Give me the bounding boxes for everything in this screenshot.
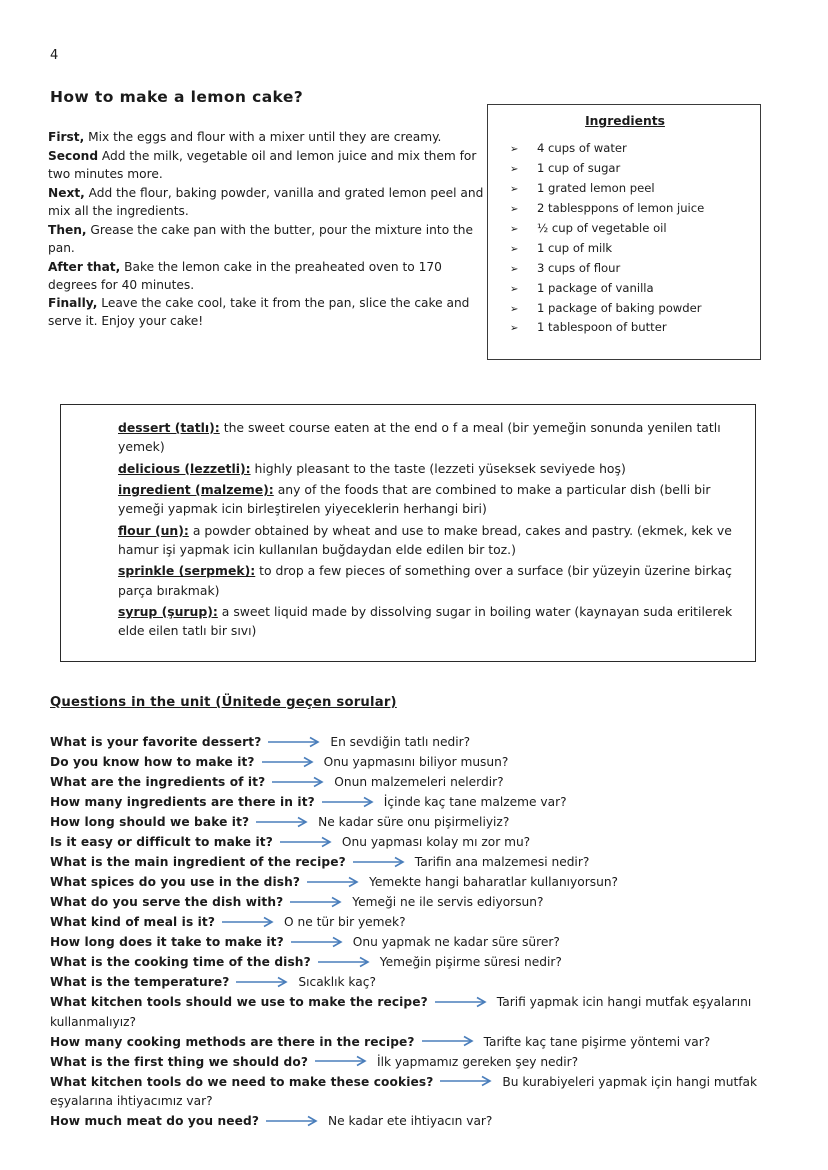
question-turkish: Onu yapmak ne kadar süre sürer? [352,935,560,950]
question-turkish: Ne kadar ete ihtiyacın var? [328,1114,493,1129]
right-arrow-icon [314,1055,372,1067]
question-turkish: Tarifi yapmak icin hangi mutfak eşyalarını kullanmalıyız? [50,995,752,1029]
arrow-bullet-icon: ➢ [510,144,519,155]
instruction-step: Then, Grease the cake pan with the butter, pour the mixture into the pan. [48,222,474,255]
ingredient-text: 2 tablesppons of lemon juice [537,200,705,215]
question-row [50,1073,780,1112]
ingredient-item [500,239,750,259]
arrow-bullet-icon: ➢ [510,183,519,195]
question-english: How many ingredients are there in it? [50,795,315,810]
arrow-bullet-icon: ➢ [510,323,519,335]
vocabulary-term: syrup (şurup): [118,604,218,620]
question-english: How long should we bake it? [50,815,250,830]
question-row [50,733,780,753]
question-row [50,973,780,993]
ingredient-item [500,139,750,159]
ingredient-text: 1 cup of sugar [537,160,621,175]
right-arrow-icon [434,996,492,1008]
right-arrow-icon [261,756,319,768]
question-row [50,773,780,793]
right-arrow-icon [271,776,329,788]
right-arrow-icon [289,896,347,908]
ingredient-item [500,279,750,299]
vocabulary-term: dessert (tatlı): [118,420,220,435]
ingredients-box [487,104,761,360]
vocabulary-entry [118,418,739,457]
question-row [50,853,780,873]
question-turkish: Sıcaklık kaç? [298,975,376,990]
page-title: How to make a lemon cake? [50,88,304,106]
arrow-bullet-icon: ➢ [510,203,519,215]
right-arrow-icon [421,1035,479,1047]
vocabulary-definition: a sweet liquid made by dissolving sugar in boiling water (kaynayan suda eritilerek elde eilen tatlı bir sıvı) [118,604,733,639]
question-english: What is the cooking time of the dish? [50,955,311,970]
question-english: What do you serve the dish with? [50,895,284,910]
right-arrow-icon [267,736,325,748]
question-row [50,833,780,853]
page-number: 4 [50,48,59,63]
arrow-bullet-icon: ➢ [510,243,519,255]
question-row [50,1053,780,1073]
arrow-bullet-icon: ➢ [510,223,519,235]
question-turkish: Bu kurabiyeleri yapmak için hangi mutfak eşyalarına ihtiyacımız var? [50,1074,758,1109]
question-turkish: O ne tür bir yemek? [284,915,406,930]
vocabulary-term: sprinkle (serpmek): [118,563,256,579]
vocabulary-definition: the sweet course eaten at the end o f a meal (bir yemeğin sonunda yenilen tatlı yemek) [118,420,721,455]
vocabulary-box [60,404,756,662]
right-arrow-icon [321,796,379,808]
question-english: What is the first thing we should do? [50,1054,308,1069]
question-row [50,893,780,913]
right-arrow-icon [255,816,313,828]
right-arrow-icon [221,916,279,928]
ingredient-text: 1 grated lemon peel [537,180,655,195]
question-english: Do you know how to make it? [50,755,255,770]
arrow-bullet-icon: ➢ [510,303,519,315]
question-row [50,1112,780,1132]
vocabulary-definition: a powder obtained by wheat and use to make bread, cakes and pastry. (ekmek, kek ve hamur işi yapmak icin kullanılan buğdaydan elde edilen bir toz.) [118,522,732,558]
question-row [50,873,780,893]
question-english: What kitchen tools should we use to make the recipe? [50,995,428,1010]
question-turkish: Yemekte hangi baharatlar kullanıyorsun? [369,875,619,890]
ingredient-text: 1 package of vanilla [537,280,654,295]
ingredient-item [500,219,750,239]
question-turkish: İçinde kaç tane malzeme var? [383,795,567,810]
question-turkish: Yemeği ne ile servis ediyorsun? [352,895,544,910]
vocabulary-term: flour (un): [118,522,189,538]
arrow-bullet-icon: ➢ [510,163,519,175]
instruction-step: Second Add the milk, vegetable oil and lemon juice and mix them for two minutes more. [48,148,477,181]
right-arrow-icon [235,976,293,988]
ingredient-item [500,318,750,338]
question-turkish: Onun malzemeleri nelerdir? [334,775,504,790]
ingredient-text: 3 cups of flour [537,260,621,275]
question-row [50,813,780,833]
question-english: What is the temperature? [50,975,230,990]
vocabulary-entry [118,521,739,560]
question-turkish: Yemeğin pişirme süresi nedir? [379,955,562,970]
right-arrow-icon [306,876,364,888]
instruction-step: After that, Bake the lemon cake in the preaheated oven to 170 degrees for 40 minutes. [48,259,442,292]
recipe-instructions [48,129,485,332]
question-turkish: İlk yapmamız gereken şey nedir? [377,1054,579,1069]
question-row [50,993,780,1032]
ingredient-item [500,259,750,279]
right-arrow-icon [439,1075,497,1087]
question-english: What spices do you use in the dish? [50,875,301,890]
question-row [50,1033,780,1053]
vocabulary-entry [118,459,739,478]
question-english: How many cooking methods are there in the recipe? [50,1034,415,1049]
vocabulary-entry [118,561,739,600]
arrow-bullet-icon: ➢ [510,263,519,275]
right-arrow-icon [290,936,348,948]
question-turkish: Onu yapmasını biliyor musun? [323,755,509,770]
vocabulary-entry [118,602,739,641]
question-turkish: Tarifin ana malzemesi nedir? [414,855,590,870]
vocabulary-definition: highly pleasant to the taste (lezzeti yüseksek seviyede hoş) [250,460,626,476]
question-english: How long does it take to make it? [50,935,284,950]
right-arrow-icon [279,836,337,848]
vocabulary-definition: to drop a few pieces of something over a surface (bir yüzeyin üzerine birkaç parça bırakmak) [118,563,732,598]
question-english: Is it easy or difficult to make it? [50,835,273,850]
ingredients-list [500,139,750,338]
question-turkish: En sevdiğin tatlı nedir? [330,735,471,749]
question-english: What kitchen tools do we need to make these cookies? [50,1074,434,1089]
question-row [50,933,780,953]
question-row [50,753,780,773]
question-english: What kind of meal is it? [50,915,216,930]
question-english: What is the main ingredient of the recipe? [50,855,346,870]
ingredient-item [500,199,750,219]
vocabulary-definition: any of the foods that are combined to make a particular dish (belli bir yemeği yapmak icin birleştirelen yiyeceklerin herhangi biri) [118,482,711,517]
question-row [50,793,780,813]
ingredient-text: 1 tablespoon of butter [537,320,667,335]
question-turkish: Onu yapması kolay mı zor mu? [341,835,531,850]
questions-header: Questions in the unit (Ünitede geçen sorular) [50,695,397,710]
instruction-step: Finally, Leave the cake cool, take it from the pan, slice the cake and serve it. Enjoy your cake! [48,296,470,329]
instruction-step: Next, Add the flour, baking powder, vanilla and grated lemon peel and mix all the ingredients. [48,185,484,218]
vocabulary-entry [118,480,739,519]
vocabulary-term: ingredient (malzeme): [118,482,274,498]
arrow-bullet-icon: ➢ [510,283,519,295]
ingredient-text: 4 cups of water [537,141,627,155]
vocabulary-term: delicious (lezzetli): [118,460,251,476]
question-turkish: Ne kadar süre onu pişirmeliyiz? [318,815,510,830]
ingredient-item [500,299,750,319]
ingredient-text: 1 cup of milk [537,240,613,255]
instruction-step: First, Mix the eggs and flour with a mixer until they are creamy. [48,130,442,144]
question-turkish: Tarifte kaç tane pişirme yöntemi var? [483,1034,711,1049]
question-english: How much meat do you need? [50,1114,260,1129]
ingredient-text: 1 package of baking powder [537,300,702,315]
ingredient-item [500,159,750,179]
ingredient-text: ½ cup of vegetable oil [537,220,667,235]
question-row [50,953,780,973]
question-english: What are the ingredients of it? [50,775,266,790]
ingredient-item [500,179,750,199]
questions-list [50,733,780,1132]
right-arrow-icon [265,1115,323,1127]
right-arrow-icon [317,956,375,968]
question-english: What is your favorite dessert? [50,735,262,749]
ingredients-header: Ingredients [585,114,665,128]
right-arrow-icon [352,856,410,868]
question-row [50,913,780,933]
